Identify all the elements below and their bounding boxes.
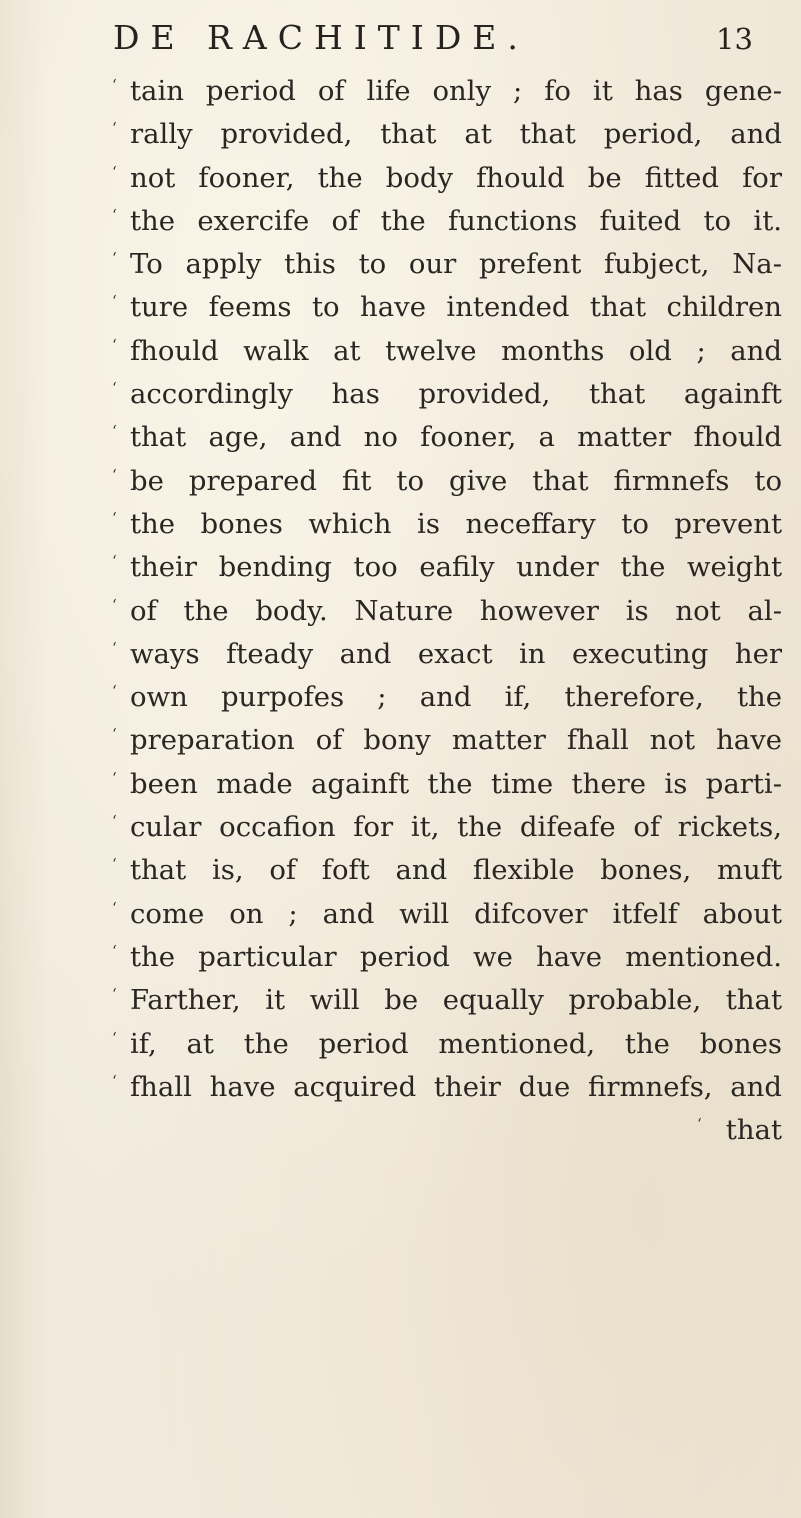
line-text: rally provided, that at that period, and xyxy=(130,118,782,151)
quotation-mark: ‘ xyxy=(112,595,117,614)
line-text: the bones which is neceffary to prevent xyxy=(130,507,782,540)
line-text: preparation of bony matter fhall not have xyxy=(130,724,782,757)
line-text: not fooner, the body fhould be fitted for xyxy=(130,161,782,194)
line-text: Farther, it will be equally probable, that xyxy=(130,984,782,1017)
text-line-24 xyxy=(112,1066,784,1109)
text-line-13 xyxy=(112,590,784,633)
text-line-2 xyxy=(112,113,784,156)
quotation-mark: ‘ xyxy=(112,855,117,874)
text-line-12 xyxy=(112,546,784,589)
text-line-7 xyxy=(112,330,784,373)
line-text: if, at the period mentioned, the bones xyxy=(130,1027,782,1060)
text-line-10 xyxy=(112,460,784,503)
line-text: the exercife of the functions fuited to it. xyxy=(130,204,782,237)
text-line-4 xyxy=(112,200,784,243)
text-line-6 xyxy=(112,286,784,329)
quotation-mark: ‘ xyxy=(112,249,117,268)
quotation-mark: ‘ xyxy=(112,1071,117,1090)
line-text: fhould walk at twelve months old ; and xyxy=(130,334,782,367)
line-text: accordingly has provided, that againft xyxy=(130,378,782,411)
quotation-mark: ‘ xyxy=(112,379,117,398)
quotation-mark: ‘ xyxy=(112,292,117,311)
quotation-mark: ‘ xyxy=(112,1028,117,1047)
text-line-23 xyxy=(112,1023,784,1066)
line-text: To apply this to our prefent fubject, Na- xyxy=(130,248,782,281)
line-text: fhall have acquired their due firmnefs, and xyxy=(130,1070,782,1103)
quotation-mark: ‘ xyxy=(112,465,117,484)
text-line-11 xyxy=(112,503,784,546)
text-line-22 xyxy=(112,979,784,1022)
quotation-mark: ‘ xyxy=(112,76,117,94)
text-line-17 xyxy=(112,763,784,806)
text-line-20 xyxy=(112,893,784,936)
line-text: tain period of life only ; fo it has gene- xyxy=(130,75,782,107)
text-line-18 xyxy=(112,806,784,849)
line-text: their bending too eafily under the weight xyxy=(130,551,782,584)
text-line-16 xyxy=(112,719,784,762)
quotation-mark: ‘ xyxy=(112,335,117,354)
text-line-14 xyxy=(112,633,784,676)
quotation-mark: ‘ xyxy=(112,508,117,527)
quotation-mark: ‘ xyxy=(112,725,117,744)
line-text: been made againft the time there is parti- xyxy=(130,767,782,800)
body-text xyxy=(112,70,784,1152)
quotation-mark: ‘ xyxy=(112,898,117,917)
line-text: cular occafion for it, the difeafe of rickets, xyxy=(130,811,782,844)
line-text: that age, and no fooner, a matter fhould xyxy=(130,421,782,454)
line-text: own purpofes ; and if, therefore, the xyxy=(130,681,782,714)
quotation-mark: ‘ xyxy=(112,119,117,138)
quotation-mark: ‘ xyxy=(112,985,117,1004)
quotation-mark: ‘ xyxy=(112,812,117,831)
line-text: that is, of foft and flexible bones, muft xyxy=(130,854,782,887)
quotation-mark: ‘ xyxy=(697,1115,702,1134)
text-line-9 xyxy=(112,416,784,459)
quotation-mark: ‘ xyxy=(112,638,117,657)
text-line-19 xyxy=(112,849,784,892)
line-text: of the body. Nature however is not al- xyxy=(130,594,782,627)
text-line-1 xyxy=(112,70,784,113)
quotation-mark: ‘ xyxy=(112,682,117,701)
text-line-21 xyxy=(112,936,784,979)
line-text: come on ; and will difcover itfelf about xyxy=(130,897,782,930)
line-text: be prepared fit to give that firmnefs to xyxy=(130,464,782,497)
text-line-15 xyxy=(112,676,784,719)
line-text: ture feems to have intended that children xyxy=(130,291,782,324)
text-line-3 xyxy=(112,157,784,200)
quotation-mark: ‘ xyxy=(112,941,117,960)
page-number: 13 xyxy=(716,22,753,56)
quotation-mark: ‘ xyxy=(112,552,117,571)
quotation-mark: ‘ xyxy=(112,768,117,787)
page-header xyxy=(0,18,801,68)
quotation-mark: ‘ xyxy=(112,422,117,441)
text-line-8 xyxy=(112,373,784,416)
catchword: that xyxy=(725,1114,782,1147)
text-line-5 xyxy=(112,243,784,286)
catchword-line xyxy=(112,1109,784,1152)
running-head: DE RACHITIDE. xyxy=(113,18,529,57)
line-text: the particular period we have mentioned. xyxy=(130,940,782,973)
line-text: ways fteady and exact in executing her xyxy=(130,637,782,670)
quotation-mark: ‘ xyxy=(112,162,117,181)
quotation-mark: ‘ xyxy=(112,205,117,224)
